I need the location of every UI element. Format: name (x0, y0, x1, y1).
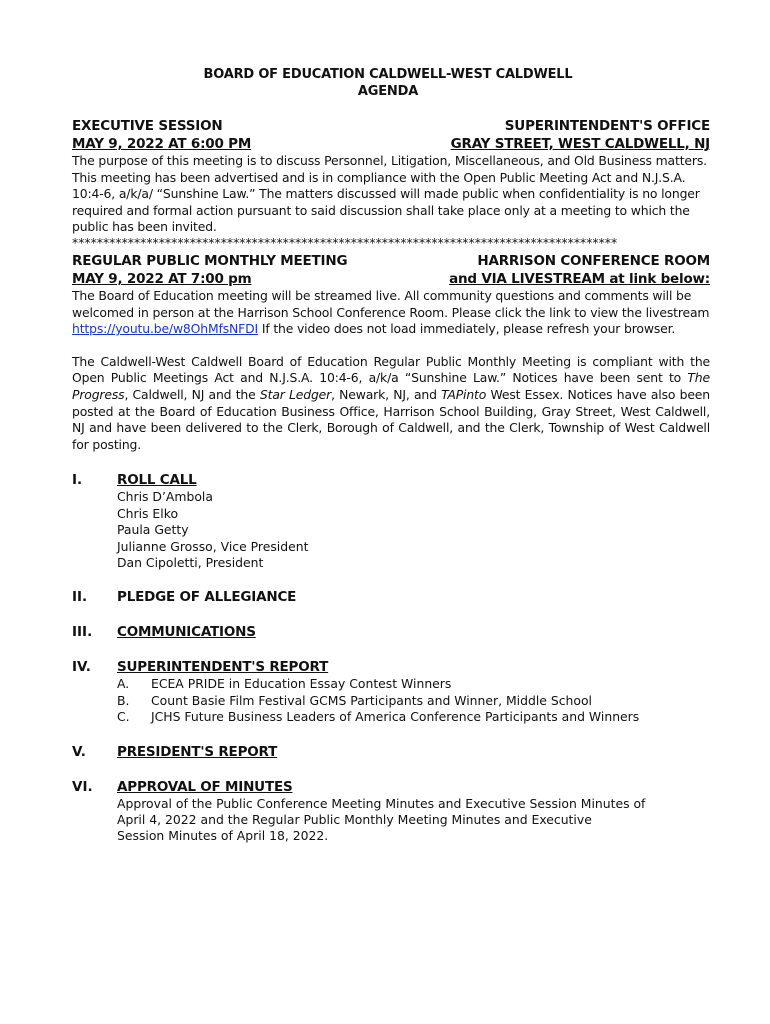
section-roll-call (72, 471, 710, 571)
section-number: VI. (72, 778, 93, 795)
livestream-text-b: If the video does not load immediately, please refresh your browser. (258, 321, 676, 337)
roll-call-list (117, 489, 308, 571)
section-number: I. (72, 472, 83, 489)
item-letter: C. (117, 709, 130, 725)
list-item: Chris Elko (117, 505, 179, 521)
compliance-text-1: The Caldwell-West Caldwell Board of Education Regular Public Monthly Meeting is compliant with the Open Public Meetings Act and N.J.S.A. 10:4-6, a/k/a “Sunshine Law.” Notices have been sent to (72, 353, 710, 386)
regular-meeting-location: HARRISON CONFERENCE ROOM (477, 252, 710, 269)
section-number: II. (72, 589, 88, 606)
title-line-2: AGENDA (357, 84, 419, 99)
list-item (117, 693, 639, 709)
livestream-text-a: The Board of Education meeting will be streamed live. All community questions and comments will be welcomed in person at the Harrison School Conference Room. Please click the link to view the livestream (72, 287, 710, 320)
exec-session-label: EXECUTIVE SESSION (72, 118, 223, 134)
minutes-line: Session Minutes of April 18, 2022. (117, 828, 329, 844)
section-title: PRESIDENT'S REPORT (117, 743, 278, 760)
section-approval-of-minutes (72, 778, 710, 845)
item-text: Count Basie Film Festival GCMS Participants and Winner, Middle School (151, 692, 592, 708)
separator-line: **************************************************************************************** (72, 235, 618, 250)
item-letter: A. (117, 676, 130, 692)
regular-meeting-header (72, 252, 710, 288)
title-line-1: BOARD OF EDUCATION CALDWELL-WEST CALDWELL (203, 67, 573, 82)
section-superintendent-report (72, 658, 710, 725)
livestream-paragraph (72, 288, 710, 338)
section-communications (72, 623, 710, 641)
section-number: IV. (72, 659, 91, 676)
item-letter: B. (117, 692, 130, 708)
regular-meeting-date: MAY 9, 2022 AT 7:00 pm (72, 270, 252, 287)
newspaper-star-ledger: Star Ledger (259, 386, 332, 402)
minutes-line: Approval of the Public Conference Meeting Minutes and Executive Session Minutes of (117, 795, 646, 811)
livestream-link[interactable]: https://youtu.be/w8OhMfsNFDI (72, 321, 259, 337)
list-item (117, 676, 639, 692)
list-item (117, 709, 639, 725)
regular-meeting-livestream: and VIA LIVESTREAM at link below: (449, 270, 710, 287)
section-title: ROLL CALL (117, 472, 197, 489)
exec-session-location: SUPERINTENDENT'S OFFICE (504, 118, 710, 134)
list-item: Dan Cipoletti, President (117, 554, 264, 570)
compliance-text-3: , Newark, NJ, and (331, 386, 442, 402)
section-title: APPROVAL OF MINUTES (117, 778, 293, 795)
exec-session-purpose: The purpose of this meeting is to discuss Personnel, Litigation, Miscellaneous, and Old Business matters. This meeting has been advertised and is in compliance with the Open Public Meeting Act and N.J.S.A. 10:4-6, a/k/a/ “Sunshine Law.” The matters discussed will made public when confidentiality is no longer required and formal action pursuant to said discussion shall take place only at a meeting to which the public has been invited. (72, 153, 707, 235)
list-item: Paula Getty (117, 522, 189, 538)
list-item: Chris D’Ambola (117, 489, 213, 505)
exec-session-address: GRAY STREET, WEST CALDWELL, NJ (450, 136, 710, 152)
minutes-line: April 4, 2022 and the Regular Public Monthly Meeting Minutes and Executive (117, 811, 592, 827)
section-title: PLEDGE OF ALLEGIANCE (117, 589, 297, 606)
section-title: SUPERINTENDENT'S REPORT (117, 659, 329, 676)
section-number: V. (72, 743, 86, 760)
exec-session-header (72, 117, 710, 153)
compliance-text-2: , Caldwell, NJ and the (124, 386, 260, 402)
list-item: Julianne Grosso, Vice President (117, 538, 309, 554)
section-president-report (72, 743, 710, 761)
section-number: III. (72, 624, 93, 641)
compliance-paragraph (72, 354, 710, 454)
newspaper-the-progress: The Progress (72, 370, 710, 402)
item-text: JCHS Future Business Leaders of America Conference Participants and Winners (151, 709, 640, 725)
item-text: ECEA PRIDE in Education Essay Contest Winners (151, 676, 452, 692)
minutes-text (117, 796, 645, 845)
newspaper-tapinto: TAPinto (441, 386, 487, 402)
exec-session-date: MAY 9, 2022 AT 6:00 PM (72, 136, 252, 152)
section-pledge (72, 588, 710, 606)
regular-meeting-label: REGULAR PUBLIC MONTHLY MEETING (72, 252, 348, 269)
compliance-text-4: West Essex. Notices have also been posted at the Board of Education Business Office, Harrison School Building, Gray Street, West Caldwell, NJ and have been delivered to the Clerk, Borough of Caldwell, and the Clerk, Township of West Caldwell for posting. (72, 386, 710, 452)
document-title (66, 66, 710, 100)
section-title: COMMUNICATIONS (117, 624, 256, 641)
